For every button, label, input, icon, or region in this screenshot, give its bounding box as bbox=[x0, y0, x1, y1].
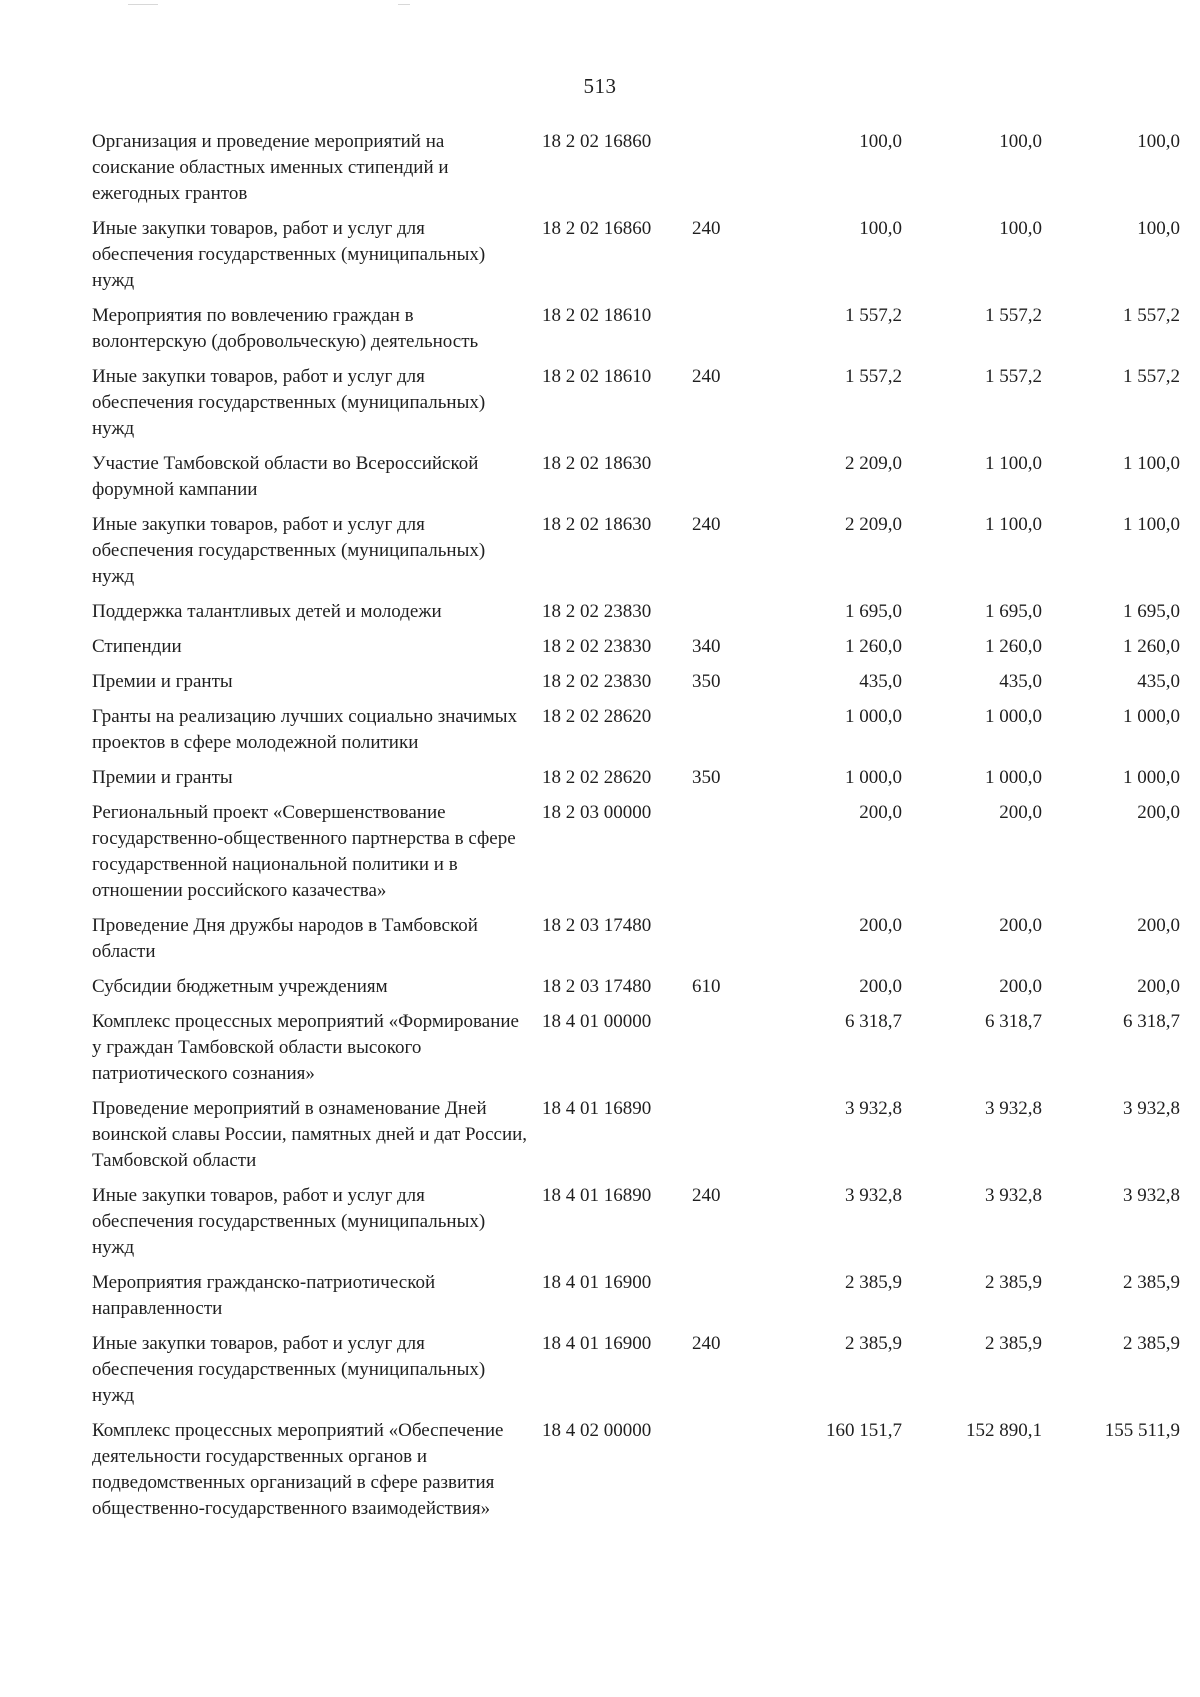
row-expense-type: 240 bbox=[692, 366, 721, 387]
row-value-1: 100,0 bbox=[859, 131, 902, 152]
row-name: Мероприятия по вовлечению граждан в волонтерскую (добровольческую) деятельность bbox=[92, 305, 479, 352]
row-value-2: 1 100,0 bbox=[985, 514, 1042, 535]
row-code: 18 2 03 17480 bbox=[542, 976, 652, 997]
row-name: Стипендии bbox=[92, 636, 182, 657]
row-value-3: 2 385,9 bbox=[1123, 1333, 1180, 1354]
row-name: Иные закупки товаров, работ и услуг для обеспечения государственных (муниципальных) нужд bbox=[92, 218, 486, 291]
row-expense-type bbox=[692, 303, 762, 364]
row-value-2: 435,0 bbox=[999, 671, 1042, 692]
row-value-1: 435,0 bbox=[859, 671, 902, 692]
row-value-2: 100,0 bbox=[999, 218, 1042, 239]
table-row bbox=[92, 303, 1180, 364]
row-expense-type bbox=[692, 800, 762, 913]
row-expense-type bbox=[692, 451, 762, 512]
row-value-2: 1 100,0 bbox=[985, 453, 1042, 474]
row-expense-type: 240 bbox=[692, 514, 721, 535]
row-expense-type bbox=[692, 913, 762, 974]
row-name: Премии и гранты bbox=[92, 767, 233, 788]
row-name: Иные закупки товаров, работ и услуг для обеспечения государственных (муниципальных) нужд bbox=[92, 1185, 486, 1258]
row-code: 18 2 02 18610 bbox=[542, 305, 652, 326]
row-code: 18 2 02 18630 bbox=[542, 453, 652, 474]
row-value-1: 3 932,8 bbox=[845, 1098, 902, 1119]
budget-table-body bbox=[92, 129, 1180, 1531]
table-row bbox=[92, 1009, 1180, 1096]
row-value-3: 1 000,0 bbox=[1123, 767, 1180, 788]
table-row bbox=[92, 451, 1180, 512]
row-expense-type: 340 bbox=[692, 636, 721, 657]
table-row bbox=[92, 765, 1180, 800]
row-value-2: 1 695,0 bbox=[985, 601, 1042, 622]
row-expense-type bbox=[692, 704, 762, 765]
row-name: Субсидии бюджетным учреждениям bbox=[92, 976, 388, 997]
row-value-2: 200,0 bbox=[999, 915, 1042, 936]
row-code: 18 2 02 18630 bbox=[542, 514, 652, 535]
row-value-2: 1 557,2 bbox=[985, 366, 1042, 387]
row-value-1: 200,0 bbox=[859, 915, 902, 936]
row-code: 18 4 02 00000 bbox=[542, 1420, 652, 1441]
row-value-2: 1 000,0 bbox=[985, 767, 1042, 788]
row-value-3: 100,0 bbox=[1137, 131, 1180, 152]
table-row bbox=[92, 704, 1180, 765]
row-value-1: 1 557,2 bbox=[845, 305, 902, 326]
row-name: Комплекс процессных мероприятий «Обеспечение деятельности государственных органов и подведомственных организаций в сфере развития общественно-государственного взаимодействия» bbox=[92, 1420, 504, 1519]
scan-artifact-left bbox=[128, 4, 158, 5]
scan-artifact-right bbox=[398, 4, 410, 5]
row-value-3: 3 932,8 bbox=[1123, 1185, 1180, 1206]
table-row bbox=[92, 599, 1180, 634]
row-value-2: 1 557,2 bbox=[985, 305, 1042, 326]
row-code: 18 2 02 23830 bbox=[542, 601, 652, 622]
row-name: Гранты на реализацию лучших социально значимых проектов в сфере молодежной политики bbox=[92, 706, 518, 753]
row-value-2: 100,0 bbox=[999, 131, 1042, 152]
row-name: Премии и гранты bbox=[92, 671, 233, 692]
row-code: 18 2 02 28620 bbox=[542, 706, 652, 727]
row-value-1: 200,0 bbox=[859, 976, 902, 997]
row-value-3: 1 557,2 bbox=[1123, 366, 1180, 387]
row-value-3: 3 932,8 bbox=[1123, 1098, 1180, 1119]
row-value-3: 200,0 bbox=[1137, 802, 1180, 823]
row-code: 18 2 02 16860 bbox=[542, 131, 652, 152]
row-name: Иные закупки товаров, работ и услуг для обеспечения государственных (муниципальных) нужд bbox=[92, 366, 486, 439]
row-code: 18 4 01 16890 bbox=[542, 1098, 652, 1119]
row-code: 18 2 02 28620 bbox=[542, 767, 652, 788]
row-expense-type bbox=[692, 599, 762, 634]
table-row bbox=[92, 1331, 1180, 1418]
row-expense-type bbox=[692, 1418, 762, 1531]
table-row bbox=[92, 129, 1180, 216]
row-expense-type: 240 bbox=[692, 1185, 721, 1206]
row-value-1: 200,0 bbox=[859, 802, 902, 823]
row-name: Иные закупки товаров, работ и услуг для обеспечения государственных (муниципальных) нужд bbox=[92, 1333, 486, 1406]
row-value-1: 100,0 bbox=[859, 218, 902, 239]
row-expense-type: 350 bbox=[692, 767, 721, 788]
budget-table bbox=[92, 129, 1180, 1531]
row-value-3: 1 260,0 bbox=[1123, 636, 1180, 657]
table-row bbox=[92, 800, 1180, 913]
row-name: Комплекс процессных мероприятий «Формирование у граждан Тамбовской области высокого патриотического сознания» bbox=[92, 1011, 519, 1084]
row-value-1: 2 209,0 bbox=[845, 514, 902, 535]
table-row bbox=[92, 216, 1180, 303]
row-name: Поддержка талантливых детей и молодежи bbox=[92, 601, 442, 622]
row-code: 18 2 02 18610 bbox=[542, 366, 652, 387]
row-code: 18 2 02 23830 bbox=[542, 671, 652, 692]
row-code: 18 4 01 16900 bbox=[542, 1333, 652, 1354]
row-name: Иные закупки товаров, работ и услуг для обеспечения государственных (муниципальных) нужд bbox=[92, 514, 486, 587]
row-value-2: 152 890,1 bbox=[966, 1420, 1042, 1441]
row-value-3: 1 100,0 bbox=[1123, 453, 1180, 474]
row-value-3: 200,0 bbox=[1137, 976, 1180, 997]
row-value-1: 6 318,7 bbox=[845, 1011, 902, 1032]
row-code: 18 4 01 16890 bbox=[542, 1185, 652, 1206]
table-row bbox=[92, 512, 1180, 599]
row-value-2: 1 000,0 bbox=[985, 706, 1042, 727]
row-value-3: 435,0 bbox=[1137, 671, 1180, 692]
row-value-1: 1 000,0 bbox=[845, 767, 902, 788]
row-value-3: 1 000,0 bbox=[1123, 706, 1180, 727]
row-value-3: 1 557,2 bbox=[1123, 305, 1180, 326]
row-value-1: 2 385,9 bbox=[845, 1272, 902, 1293]
row-value-2: 6 318,7 bbox=[985, 1011, 1042, 1032]
row-code: 18 4 01 00000 bbox=[542, 1011, 652, 1032]
row-value-2: 2 385,9 bbox=[985, 1333, 1042, 1354]
row-expense-type bbox=[692, 1270, 762, 1331]
table-row bbox=[92, 364, 1180, 451]
table-row bbox=[92, 974, 1180, 1009]
table-row bbox=[92, 1183, 1180, 1270]
row-expense-type: 240 bbox=[692, 218, 721, 239]
row-expense-type bbox=[692, 129, 762, 216]
row-value-3: 6 318,7 bbox=[1123, 1011, 1180, 1032]
row-value-1: 1 260,0 bbox=[845, 636, 902, 657]
row-value-2: 3 932,8 bbox=[985, 1098, 1042, 1119]
row-expense-type bbox=[692, 1009, 762, 1096]
table-row bbox=[92, 634, 1180, 669]
row-name: Организация и проведение мероприятий на соискание областных именных стипендий и ежегодных грантов bbox=[92, 131, 449, 204]
row-expense-type bbox=[692, 1096, 762, 1183]
row-code: 18 2 03 00000 bbox=[542, 802, 652, 823]
row-code: 18 2 03 17480 bbox=[542, 915, 652, 936]
row-code: 18 2 02 16860 bbox=[542, 218, 652, 239]
row-value-1: 1 557,2 bbox=[845, 366, 902, 387]
row-value-2: 200,0 bbox=[999, 802, 1042, 823]
row-value-3: 1 100,0 bbox=[1123, 514, 1180, 535]
row-value-2: 200,0 bbox=[999, 976, 1042, 997]
row-expense-type: 240 bbox=[692, 1333, 721, 1354]
row-value-1: 1 000,0 bbox=[845, 706, 902, 727]
row-value-1: 3 932,8 bbox=[845, 1185, 902, 1206]
row-code: 18 4 01 16900 bbox=[542, 1272, 652, 1293]
table-row bbox=[92, 669, 1180, 704]
row-name: Проведение мероприятий в ознаменование Дней воинской славы России, памятных дней и дат России, Тамбовской области bbox=[92, 1098, 528, 1171]
table-row bbox=[92, 1096, 1180, 1183]
row-value-3: 1 695,0 bbox=[1123, 601, 1180, 622]
row-expense-type: 350 bbox=[692, 671, 721, 692]
table-row bbox=[92, 1270, 1180, 1331]
row-expense-type: 610 bbox=[692, 976, 721, 997]
row-name: Проведение Дня дружбы народов в Тамбовской области bbox=[92, 915, 478, 962]
row-value-2: 3 932,8 bbox=[985, 1185, 1042, 1206]
row-code: 18 2 02 23830 bbox=[542, 636, 652, 657]
row-value-2: 2 385,9 bbox=[985, 1272, 1042, 1293]
row-value-1: 160 151,7 bbox=[826, 1420, 902, 1441]
row-name: Региональный проект «Совершенствование государственно-общественного партнерства в сфере государственной национальной политики и в отношении российского казачества» bbox=[92, 802, 516, 901]
row-value-2: 1 260,0 bbox=[985, 636, 1042, 657]
row-value-3: 100,0 bbox=[1137, 218, 1180, 239]
row-value-1: 2 209,0 bbox=[845, 453, 902, 474]
table-row bbox=[92, 913, 1180, 974]
page-number: 513 bbox=[583, 74, 617, 98]
row-value-1: 1 695,0 bbox=[845, 601, 902, 622]
row-value-3: 2 385,9 bbox=[1123, 1272, 1180, 1293]
table-row bbox=[92, 1418, 1180, 1531]
row-name: Мероприятия гражданско-патриотической направленности bbox=[92, 1272, 436, 1319]
row-value-1: 2 385,9 bbox=[845, 1333, 902, 1354]
row-value-3: 155 511,9 bbox=[1104, 1420, 1180, 1441]
row-value-3: 200,0 bbox=[1137, 915, 1180, 936]
row-name: Участие Тамбовской области во Всероссийской форумной кампании bbox=[92, 453, 479, 500]
